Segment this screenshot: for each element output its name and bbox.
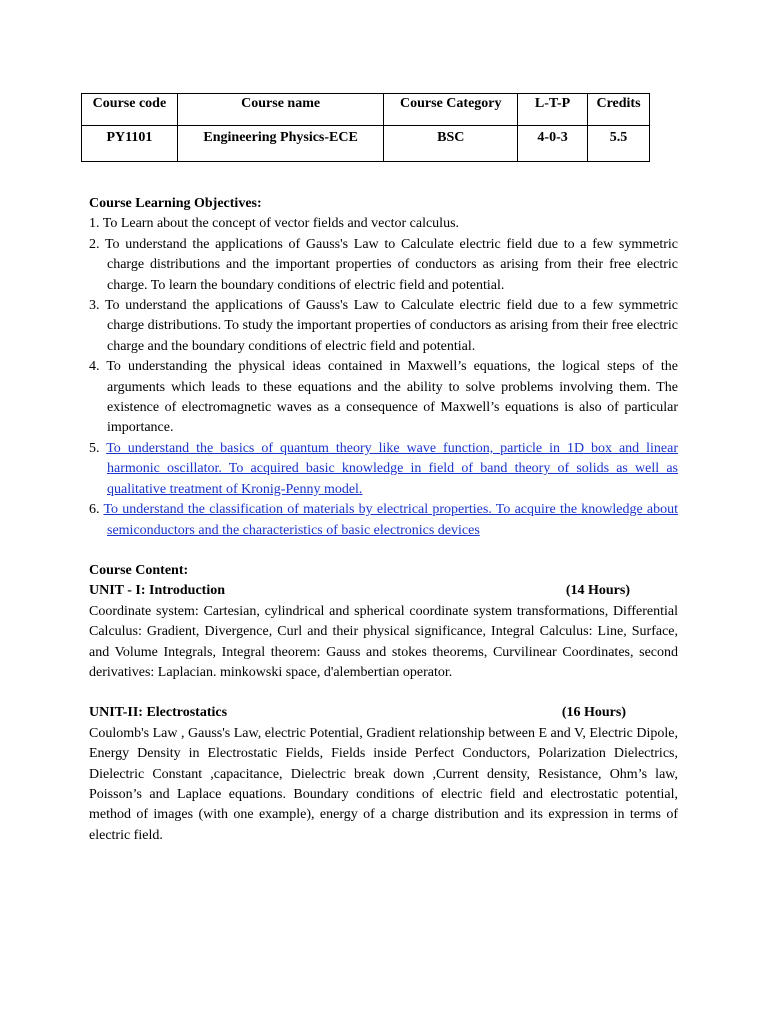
objective-number: 6. <box>89 502 100 518</box>
objective-text: To understand the applications of Gauss's Law to Calculate electric field due to a few symmetric charge distributions. To study the important properties of conductors as arising from their free electric charge and the boundary conditions of electric field and potential. <box>104 298 678 354</box>
objective-item <box>89 439 678 500</box>
unit1-hours: (14 Hours) <box>565 583 630 599</box>
objective-link-quantum[interactable]: To understand the basics of quantum theory like wave function, particle in 1D box and linear harmonic oscillator. To acquired basic knowledge in field of band theory of solids as well as qualitative treatment of Kronig-Penny model. <box>106 440 678 497</box>
objective-link-materials[interactable]: To understand the classification of materials by electrical properties. To acquire the knowledge about semiconductors and the characteristics of basic electronics devices <box>103 502 679 538</box>
unit2-heading <box>89 703 678 723</box>
objective-item <box>89 500 678 541</box>
objective-number: 1. <box>89 216 100 232</box>
objective-number: 4. <box>89 359 100 375</box>
cell-course-code: PY1101 <box>82 126 178 162</box>
objective-number: 5. <box>89 440 100 456</box>
course-table <box>81 93 650 162</box>
objective-item <box>89 235 678 296</box>
cell-course-category: BSC <box>384 126 518 162</box>
objectives-heading: Course Learning Objectives: <box>89 196 262 211</box>
header-course-code: Course code <box>82 94 178 126</box>
objective-text: To Learn about the concept of vector fields and vector calculus. <box>102 216 460 232</box>
objective-item <box>89 296 678 357</box>
cell-credits: 5.5 <box>587 126 649 162</box>
content-heading: Course Content: <box>89 562 189 578</box>
cell-course-name: Engineering Physics-ECE <box>177 126 384 162</box>
objective-number: 3. <box>89 298 100 314</box>
cell-ltp: 4-0-3 <box>518 126 588 162</box>
objective-item <box>89 357 678 439</box>
objective-text: To understand the applications of Gauss's Law to Calculate electric field due to a few symmetric charge distributions and the important properties of conductors as arising from their free electric charge. To learn the boundary conditions of electric field and potential. <box>104 236 678 293</box>
unit1-title: UNIT - I: Introduction <box>89 583 226 599</box>
course-table-header <box>82 94 650 126</box>
objective-text: To understanding the physical ideas contained in Maxwell’s equations, the logical steps of the arguments which leads to these equations and the ability to solve problems involving them. The existence of electromagnetic waves as a consequence of Maxwell’s equations is also of particular importance. <box>106 359 679 436</box>
header-ltp: L-T-P <box>518 94 588 126</box>
unit1-body: Coordinate system: Cartesian, cylindrical and spherical coordinate system transformations, Differential Calculus: Gradient, Divergence, Curl and their physical significance, Integral Calculus: Line, Surface, and Volume Integrals, Integral theorem: Gauss and stokes theorems, Curvilinear Coordinates, second derivatives: Laplacian. minkowski space, d'alembertian operator. <box>89 603 678 680</box>
objectives-section <box>89 194 678 846</box>
objective-number: 2. <box>89 236 100 252</box>
objective-item <box>89 214 678 234</box>
unit2-body: Coulomb's Law , Gauss's Law, electric Potential, Gradient relationship between E and V, Electric Dipole, Energy Density in Electrostatic Fields, Fields inside Perfect Conductors, Polarization Dielectrics, Dielectric Constant ,capacitance, Dielectric break down ,Current density, Resistance, Ohm’s law, Poisson’s and Laplace equations. Boundary conditions of electric field and electrostatic potential, method of images (with one example), energy of a charge distribution and its expression in terms of electric field. <box>89 725 678 843</box>
header-course-name: Course name <box>177 94 384 126</box>
unit2-hours: (16 Hours) <box>561 705 626 721</box>
header-credits: Credits <box>587 94 649 126</box>
course-table-row <box>82 126 650 162</box>
unit1-heading <box>89 581 678 601</box>
header-course-category: Course Category <box>384 94 518 126</box>
unit2-title: UNIT-II: Electrostatics <box>89 705 228 721</box>
